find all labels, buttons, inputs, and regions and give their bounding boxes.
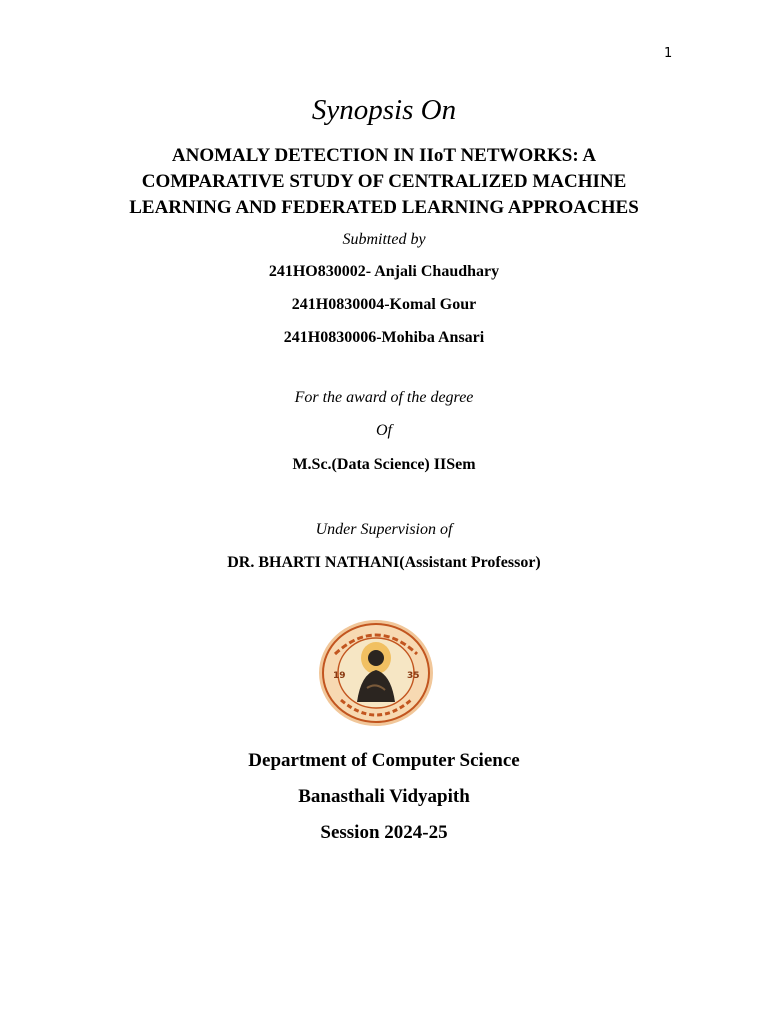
department: Department of Computer Science (248, 750, 520, 771)
title-line-1: ANOMALY DETECTION IN IIoT NETWORKS: A (171, 145, 597, 166)
project-title (84, 143, 684, 221)
student-3: 241H0830006-Mohiba Ansari (283, 329, 485, 346)
institution: Banasthali Vidyapith (298, 786, 470, 807)
seal-year-right: 35 (407, 671, 420, 681)
student-2: 241H0830004-Komal Gour (291, 296, 477, 313)
student-1: 241HO830002- Anjali Chaudhary (268, 263, 500, 280)
of-line: Of (376, 422, 392, 439)
session: Session 2024-25 (320, 822, 448, 843)
title-line-3: LEARNING AND FEDERATED LEARNING APPROACHES (129, 197, 639, 218)
supervision-label: Under Supervision of (315, 521, 453, 538)
seal-year-left: 19 (333, 671, 346, 681)
page-number: 1 (664, 46, 673, 61)
supervisor-name: DR. BHARTI NATHANI(Assistant Professor) (227, 554, 541, 571)
submitted-by-label: Submitted by (342, 231, 426, 248)
degree: M.Sc.(Data Science) IISem (292, 456, 476, 473)
synopsis-heading: Synopsis On (311, 94, 457, 126)
award-line: For the award of the degree (294, 389, 474, 406)
title-line-2: COMPARATIVE STUDY OF CENTRALIZED MACHINE (141, 171, 627, 192)
university-seal-icon (317, 618, 435, 728)
